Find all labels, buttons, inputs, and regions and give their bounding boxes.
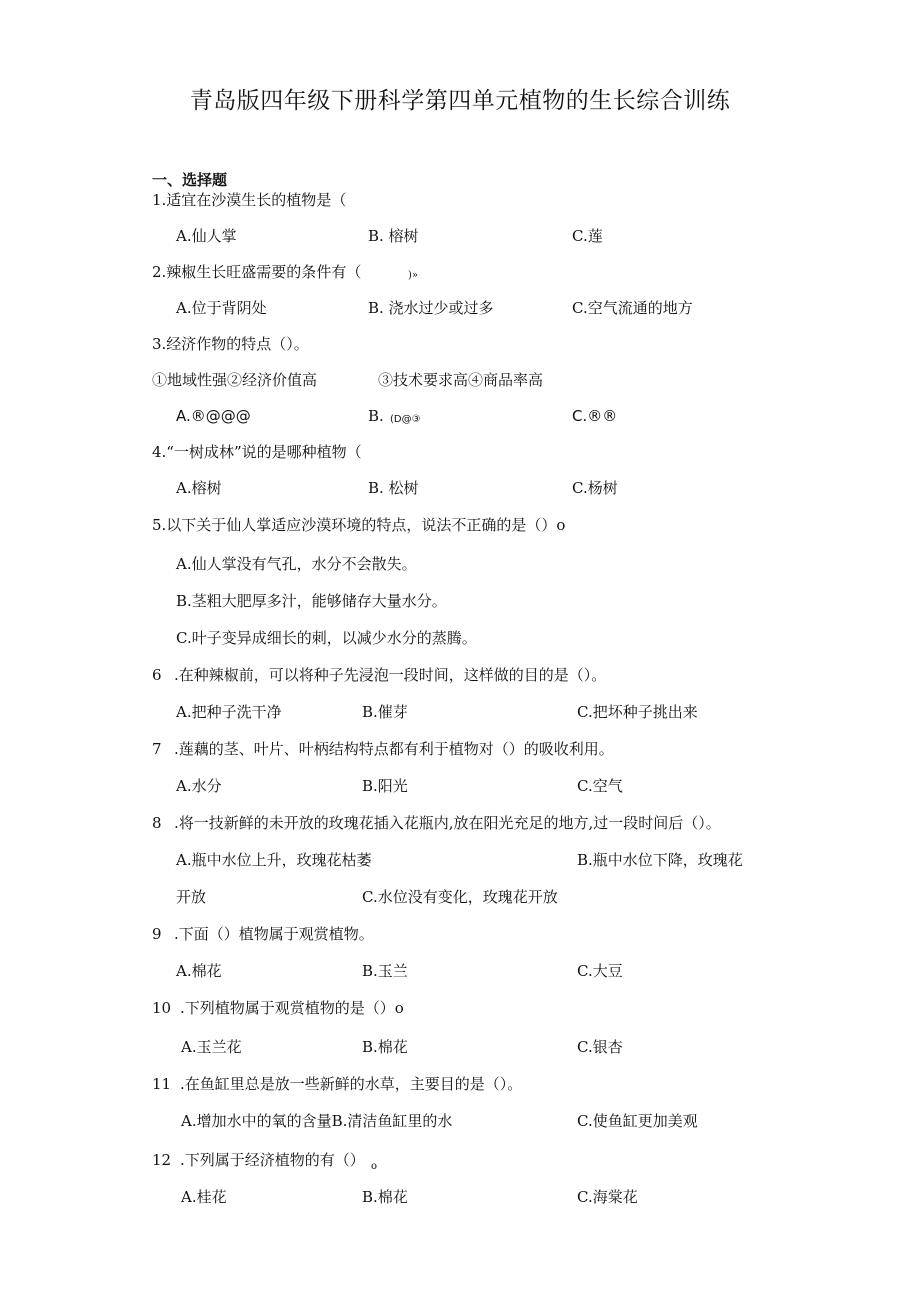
question-4-option-a: A.榕树: [176, 479, 222, 497]
question-12-tail: o: [371, 1161, 378, 1172]
question-2-option-b: B. 浇水过少或过多: [368, 299, 494, 317]
question-3-statement-1: ①地域性强②经济价值高: [152, 371, 318, 389]
question-4-option-c: C.杨树: [572, 479, 618, 497]
question-1-option-b: B. 榕树: [368, 227, 419, 245]
question-8-stem: .将一技新鲜的未开放的玫瑰花插入花瓶内,放在阳光充足的地方,过一段时间后（）。: [174, 814, 721, 832]
question-5-stem: 5.以下关于仙人掌适应沙漠环境的特点，说法不正确的是（）o: [152, 516, 566, 534]
question-5-option-a: A.仙人掌没有气孔，水分不会散失。: [176, 555, 417, 573]
question-2-option-a: A.位于背阴处: [176, 299, 267, 317]
question-6-stem: .在种辣椒前，可以将种子先浸泡一段时间，这样做的目的是（）。: [174, 666, 607, 684]
question-9-option-b: B.玉兰: [362, 962, 408, 980]
question-7-option-a: A.水分: [176, 777, 222, 795]
question-9-stem: .下面（）植物属于观赏植物。: [174, 925, 374, 943]
question-3-option-a: A.®@@@: [176, 407, 251, 425]
question-6-option-a: A.把种子洗干净: [176, 703, 282, 721]
question-10-option-c: C.银杏: [577, 1038, 623, 1056]
question-12-option-b: B.棉花: [362, 1188, 408, 1206]
question-9-option-a: A.棉花: [176, 962, 222, 980]
question-2-stem: 2.辣椒生长旺盛需要的条件有（: [152, 263, 362, 281]
question-1-option-c: C.莲: [572, 227, 603, 245]
question-12-number: 12: [152, 1151, 172, 1169]
question-3-option-b-value: (D@③: [390, 414, 421, 425]
question-2-option-c: C.空气流通的地方: [572, 299, 693, 317]
question-8-option-a: A.瓶中水位上升，玫瑰花枯萎: [176, 851, 372, 869]
question-12-option-a: A.桂花: [181, 1188, 227, 1206]
question-10-option-b: B.棉花: [362, 1038, 408, 1056]
question-6-option-c: C.把坏种子挑出来: [577, 703, 698, 721]
question-9-number: 9: [152, 925, 162, 943]
question-11-option-ab: A.增加水中的氧的含量B.清洁鱼缸里的水: [181, 1112, 453, 1130]
question-12-stem: .下列属于经济植物的有（）: [180, 1151, 365, 1169]
question-7-option-c: C.空气: [577, 777, 623, 795]
question-4-stem: 4.“一树成林”说的是哪种植物（: [152, 443, 362, 461]
question-2-mark: )»: [408, 270, 419, 281]
question-11-stem: .在鱼缸里总是放一些新鲜的水草，主要目的是（）。: [180, 1075, 523, 1093]
question-3-statement-2: ③技术要求高④商品率高: [378, 371, 544, 389]
question-6-option-b: B.催芽: [362, 703, 408, 721]
question-3-stem: 3.经济作物的特点（）。: [152, 335, 309, 353]
question-8-option-c: C.水位没有变化，玫瑰花开放: [362, 888, 558, 906]
page-title: 青岛版四年级下册科学第四单元植物的生长综合训练: [189, 88, 731, 114]
question-5-option-b: B.茎粗大肥厚多汁，能够储存大量水分。: [176, 592, 447, 610]
question-7-option-b: B.阳光: [362, 777, 408, 795]
section-heading: 一、选择题: [152, 171, 228, 189]
question-7-stem: .莲藕的茎、叶片、叶柄结构特点都有利于植物对（）的吸收利用。: [174, 740, 614, 758]
question-8-option-b: B.瓶中水位下降，玫瑰花: [577, 851, 743, 869]
question-3-option-c: C.®®: [572, 407, 618, 425]
question-7-number: 7: [152, 740, 162, 758]
question-8-option-b-cont: 开放: [176, 888, 207, 906]
question-1-option-a: A.仙人掌: [176, 227, 237, 245]
question-3-option-b: B.: [368, 407, 384, 425]
question-5-option-c: C.叶子变异成细长的刺，以减少水分的蒸腾。: [176, 629, 477, 647]
question-8-number: 8: [152, 814, 162, 832]
question-9-option-c: C.大豆: [577, 962, 623, 980]
question-6-number: 6: [152, 666, 162, 684]
question-1-stem: 1.适宜在沙漠生长的植物是（: [152, 191, 347, 209]
question-10-stem: .下列植物属于观赏植物的是（）o: [180, 999, 404, 1017]
question-10-option-a: A.玉兰花: [181, 1038, 242, 1056]
question-12-option-c: C.海棠花: [577, 1188, 638, 1206]
question-11-number: 11: [152, 1075, 172, 1093]
question-10-number: 10: [152, 999, 172, 1017]
question-4-option-b: B. 松树: [368, 479, 419, 497]
question-11-option-c: C.使鱼缸更加美观: [577, 1112, 698, 1130]
